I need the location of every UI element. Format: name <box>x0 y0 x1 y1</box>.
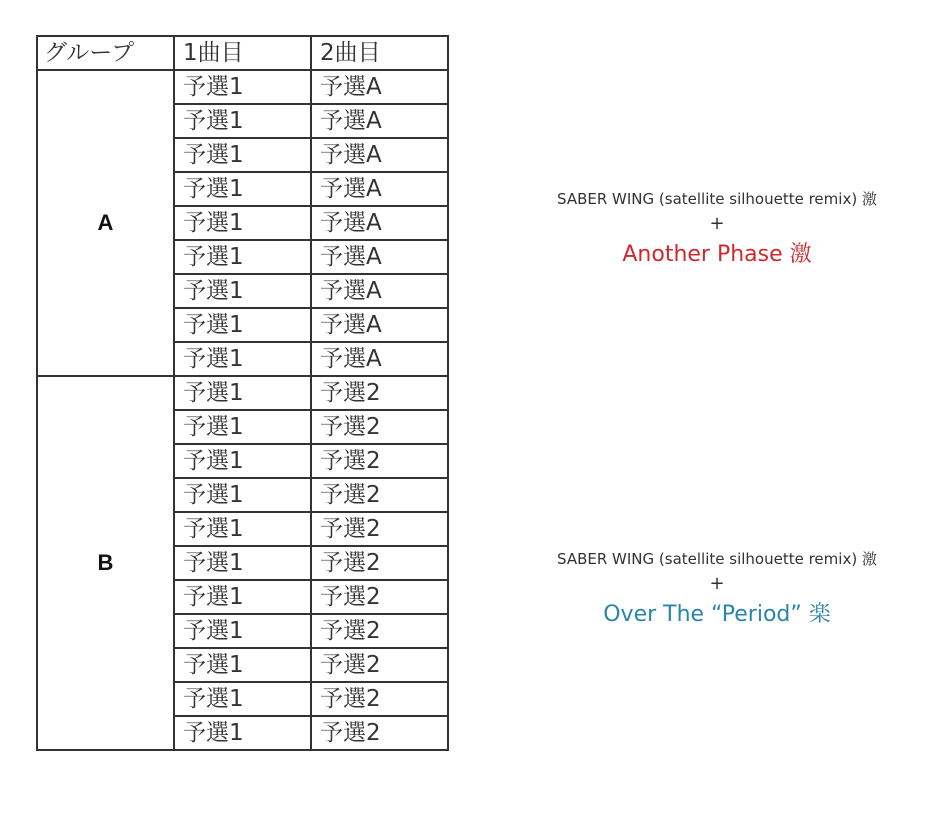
song-1-cell: 予選1 <box>174 274 311 308</box>
song-2-cell: 予選2 <box>311 444 448 478</box>
song-2-cell: 予選A <box>311 172 448 206</box>
song-2-cell: 予選2 <box>311 580 448 614</box>
song-1-cell: 予選1 <box>174 580 311 614</box>
song-2-cell: 予選2 <box>311 546 448 580</box>
song-1-cell: 予選1 <box>174 172 311 206</box>
header-song-2: 2曲目 <box>311 36 448 70</box>
song-2-cell: 予選2 <box>311 512 448 546</box>
song-1-cell: 予選1 <box>174 240 311 274</box>
song-1-cell: 予選1 <box>174 376 311 410</box>
song-2-cell: 予選A <box>311 206 448 240</box>
song-1-cell: 予選1 <box>174 206 311 240</box>
header-group: グループ <box>37 36 174 70</box>
song-1-cell: 予選1 <box>174 478 311 512</box>
table-body <box>37 70 448 750</box>
combo-a-base-song: SABER WING (satellite silhouette remix) 激 <box>557 190 877 208</box>
combo-a-extra-song: Another Phase 激 <box>622 242 812 267</box>
song-1-cell: 予選1 <box>174 342 311 376</box>
song-1-cell: 予選1 <box>174 546 311 580</box>
table-header-row <box>37 36 448 70</box>
song-2-cell: 予選A <box>311 104 448 138</box>
song-2-cell: 予選A <box>311 70 448 104</box>
song-2-cell: 予選2 <box>311 716 448 750</box>
song-1-cell: 予選1 <box>174 648 311 682</box>
song-1-cell: 予選1 <box>174 410 311 444</box>
song-1-cell: 予選1 <box>174 614 311 648</box>
combo-b-base-song: SABER WING (satellite silhouette remix) 激 <box>557 550 877 568</box>
header-song-1: 1曲目 <box>174 36 311 70</box>
song-2-cell: 予選A <box>311 138 448 172</box>
group-song-table <box>36 35 449 751</box>
song-2-cell: 予選2 <box>311 648 448 682</box>
song-2-cell: 予選2 <box>311 478 448 512</box>
group-cell-a: A <box>37 70 174 376</box>
song-2-cell: 予選2 <box>311 410 448 444</box>
song-2-cell: 予選A <box>311 342 448 376</box>
combo-a-plus-sign: + <box>709 213 725 234</box>
group-b-song-combo <box>497 549 935 631</box>
song-2-cell: 予選A <box>311 274 448 308</box>
song-1-cell: 予選1 <box>174 70 311 104</box>
song-1-cell: 予選1 <box>174 104 311 138</box>
table-row <box>37 376 448 410</box>
combo-b-plus-sign: + <box>709 573 725 594</box>
group-cell-b: B <box>37 376 174 750</box>
song-2-cell: 予選A <box>311 308 448 342</box>
song-2-cell: 予選2 <box>311 614 448 648</box>
song-1-cell: 予選1 <box>174 512 311 546</box>
song-2-cell: 予選2 <box>311 682 448 716</box>
song-1-cell: 予選1 <box>174 716 311 750</box>
song-1-cell: 予選1 <box>174 308 311 342</box>
song-2-cell: 予選2 <box>311 376 448 410</box>
song-1-cell: 予選1 <box>174 444 311 478</box>
group-a-song-combo <box>497 189 935 271</box>
song-1-cell: 予選1 <box>174 682 311 716</box>
combo-b-extra-song: Over The “Period” 楽 <box>603 602 831 627</box>
song-1-cell: 予選1 <box>174 138 311 172</box>
table-row <box>37 70 448 104</box>
song-2-cell: 予選A <box>311 240 448 274</box>
